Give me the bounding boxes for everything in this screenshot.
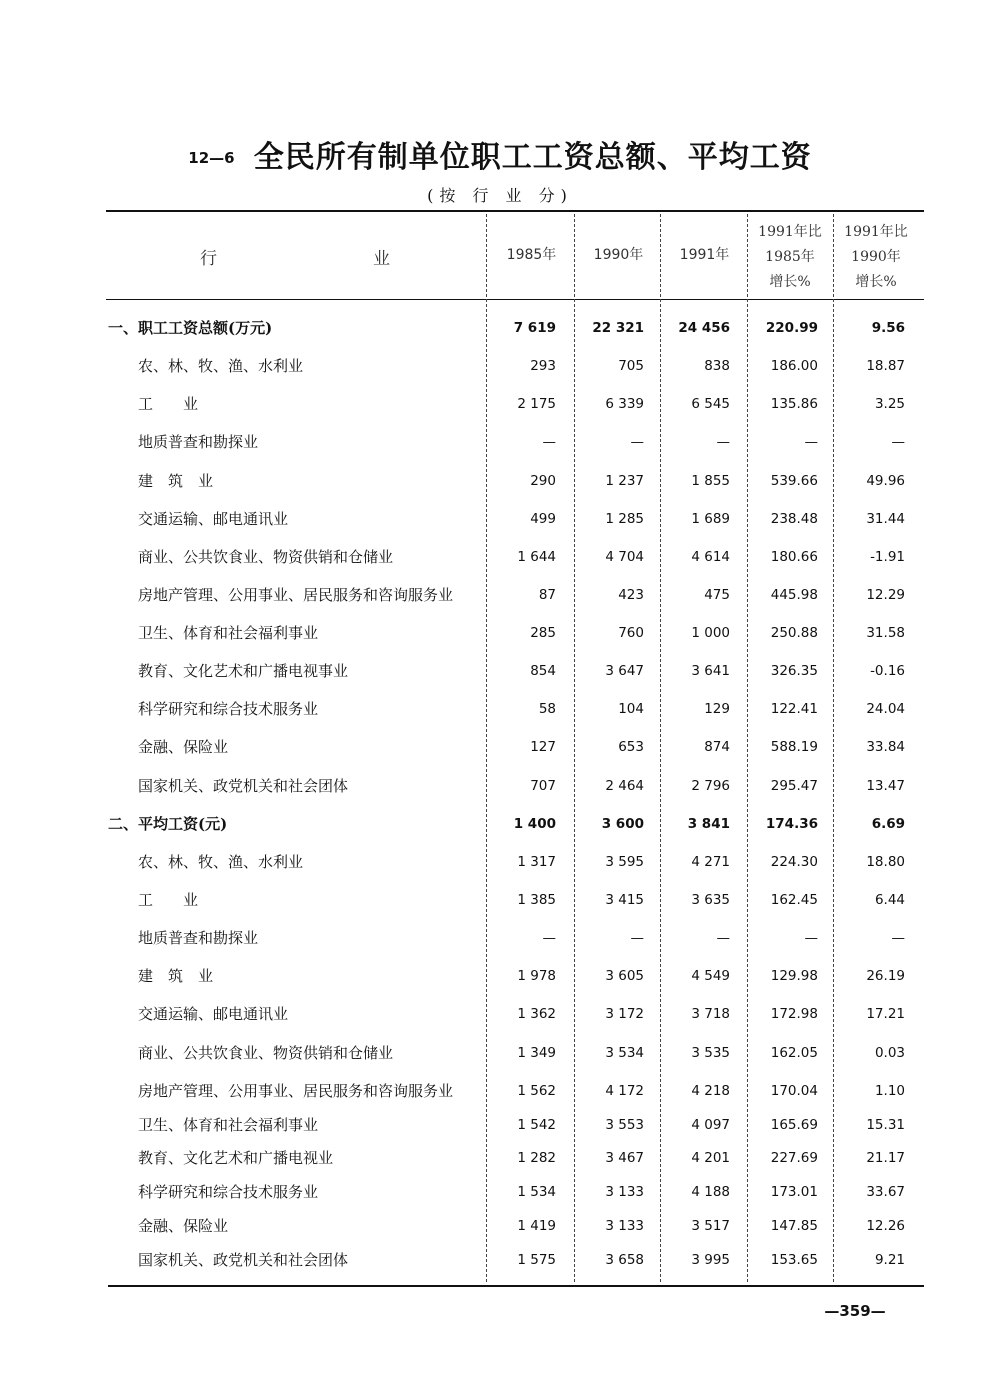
row-label: 教育、文化艺术和广播电视事业: [138, 662, 349, 680]
table-row: [0, 771, 1000, 801]
row-value: 238.48: [770, 511, 818, 527]
row-value: 18.80: [866, 854, 905, 870]
row-value: 6.69: [871, 816, 905, 832]
row-label: 金融、保险业: [138, 1217, 229, 1235]
row-label: 建 筑 业: [138, 472, 214, 490]
row-label: 地质普查和勘探业: [138, 433, 259, 451]
row-value: 3 595: [605, 854, 644, 870]
row-value: 172.98: [770, 1006, 818, 1022]
row-value: 4 218: [691, 1083, 730, 1099]
row-value: 1 349: [517, 1045, 556, 1061]
row-value: 1 644: [517, 549, 556, 565]
row-label: 卫生、体育和社会福利事业: [138, 1116, 319, 1134]
row-value: 9.21: [874, 1252, 905, 1268]
row-label: 商业、公共饮食业、物资供销和仓储业: [138, 548, 394, 566]
row-value: 1 362: [517, 1006, 556, 1022]
row-value: —: [542, 434, 556, 450]
row-label: 房地产管理、公用事业、居民服务和咨询服务业: [138, 1082, 454, 1100]
row-label: 房地产管理、公用事业、居民服务和咨询服务业: [138, 586, 454, 604]
row-value: 838: [704, 358, 730, 374]
page-number: —359—: [824, 1302, 886, 1320]
header-growth-1985-line1: 1991年比: [758, 224, 822, 240]
row-value: 31.44: [866, 511, 905, 527]
table-row: [0, 1110, 1000, 1140]
row-value: 26.19: [866, 968, 905, 984]
row-value: 58: [538, 701, 556, 717]
table-number: 12—6: [188, 149, 235, 167]
row-value: 2 464: [605, 778, 644, 794]
row-value: 4 172: [605, 1083, 644, 1099]
table-row: [0, 923, 1000, 953]
header-growth-vs-1990: [836, 220, 916, 295]
table-top-rule: [106, 210, 924, 212]
row-value: 3 517: [691, 1218, 730, 1234]
table-row: [0, 1177, 1000, 1207]
row-value: 3 658: [605, 1252, 644, 1268]
header-industry-right: 业: [373, 249, 390, 269]
row-value: 760: [618, 625, 644, 641]
row-value: 285: [530, 625, 556, 641]
row-value: 445.98: [770, 587, 818, 603]
row-value: 180.66: [770, 549, 818, 565]
row-value: 1 978: [517, 968, 556, 984]
row-value: 12.29: [866, 587, 905, 603]
header-growth-1990-line1: 1991年比: [844, 224, 908, 240]
row-label: 地质普查和勘探业: [138, 929, 259, 947]
header-growth-1990-line3: 增长%: [855, 274, 897, 290]
header-1985: 1985年: [506, 247, 557, 263]
row-value: 186.00: [770, 358, 818, 374]
row-value: 295.47: [770, 778, 818, 794]
row-value: 165.69: [770, 1117, 818, 1133]
row-value: 1 000: [691, 625, 730, 641]
row-value: 3 995: [691, 1252, 730, 1268]
page-title: [0, 132, 1000, 176]
table-row: [0, 809, 1000, 839]
row-value: 874: [704, 739, 730, 755]
row-value: 220.99: [765, 320, 818, 336]
row-value: —: [630, 434, 644, 450]
row-value: 173.01: [770, 1184, 818, 1200]
row-value: 104: [618, 701, 644, 717]
row-label: 金融、保险业: [138, 738, 229, 756]
row-label: 卫生、体育和社会福利事业: [138, 624, 319, 642]
row-value: 3 467: [605, 1150, 644, 1166]
row-value: 129: [704, 701, 730, 717]
row-value: 4 704: [605, 549, 644, 565]
row-value: —: [804, 930, 818, 946]
row-value: 705: [618, 358, 644, 374]
row-value: 33.67: [866, 1184, 905, 1200]
row-value: 290: [530, 473, 556, 489]
row-value: 87: [538, 587, 556, 603]
header-1991: 1991年: [679, 247, 730, 263]
row-value: 1 562: [517, 1083, 556, 1099]
row-value: 293: [530, 358, 556, 374]
row-value: 1 542: [517, 1117, 556, 1133]
row-label: 交通运输、邮电通讯业: [138, 510, 289, 528]
row-label: 科学研究和综合技术服务业: [138, 1183, 319, 1201]
row-value: -0.16: [870, 663, 905, 679]
row-value: 1 419: [517, 1218, 556, 1234]
row-value: 475: [704, 587, 730, 603]
row-value: 539.66: [770, 473, 818, 489]
table-row: [0, 580, 1000, 610]
row-value: —: [891, 434, 905, 450]
row-value: 1 282: [517, 1150, 556, 1166]
table-row: [0, 1211, 1000, 1241]
table-row: [0, 427, 1000, 457]
row-value: 4 549: [691, 968, 730, 984]
header-growth-1985-line2: 1985年: [765, 249, 815, 265]
row-value: 1 855: [691, 473, 730, 489]
row-value: 3 600: [601, 816, 644, 832]
row-label: 国家机关、政党机关和社会团体: [138, 1251, 349, 1269]
row-value: 3 415: [605, 892, 644, 908]
table-row: [0, 961, 1000, 991]
row-value: 24.04: [866, 701, 905, 717]
row-value: 170.04: [770, 1083, 818, 1099]
row-label: 一、职工工资总额(万元): [108, 319, 273, 337]
row-value: 6.44: [874, 892, 905, 908]
table-title: 全民所有制单位职工工资总额、平均工资: [253, 140, 812, 175]
row-value: 12.26: [866, 1218, 905, 1234]
row-value: 15.31: [866, 1117, 905, 1133]
row-value: 4 188: [691, 1184, 730, 1200]
row-value: 22 321: [592, 320, 644, 336]
row-label: 工 业: [138, 395, 199, 413]
row-value: 7 619: [513, 320, 556, 336]
header-1990: 1990年: [593, 247, 644, 263]
row-value: 24 456: [678, 320, 730, 336]
header-growth-vs-1985: [750, 220, 830, 295]
row-value: 499: [530, 511, 556, 527]
row-label: 商业、公共饮食业、物资供销和仓储业: [138, 1044, 394, 1062]
row-value: 707: [530, 778, 556, 794]
row-value: 3 534: [605, 1045, 644, 1061]
row-value: —: [630, 930, 644, 946]
row-value: 9.56: [871, 320, 905, 336]
table-row: [0, 1038, 1000, 1068]
row-value: 4 097: [691, 1117, 730, 1133]
row-value: 49.96: [866, 473, 905, 489]
row-value: 250.88: [770, 625, 818, 641]
row-value: 1 237: [605, 473, 644, 489]
row-value: 153.65: [770, 1252, 818, 1268]
table-row: [0, 1076, 1000, 1106]
row-value: 1.10: [874, 1083, 905, 1099]
row-value: 854: [530, 663, 556, 679]
row-value: 129.98: [770, 968, 818, 984]
table-row: [0, 656, 1000, 686]
row-label: 国家机关、政党机关和社会团体: [138, 777, 349, 795]
row-label: 工 业: [138, 891, 199, 909]
row-value: 3 641: [691, 663, 730, 679]
row-value: 3 605: [605, 968, 644, 984]
table-row: [0, 885, 1000, 915]
row-label: 科学研究和综合技术服务业: [138, 700, 319, 718]
row-value: 3 841: [687, 816, 730, 832]
row-value: 6 339: [605, 396, 644, 412]
row-value: 135.86: [770, 396, 818, 412]
row-value: 122.41: [770, 701, 818, 717]
header-industry-left: 行: [200, 249, 217, 269]
row-value: 588.19: [770, 739, 818, 755]
row-value: 1 689: [691, 511, 730, 527]
row-value: —: [716, 434, 730, 450]
row-value: 1 285: [605, 511, 644, 527]
row-label: 交通运输、邮电通讯业: [138, 1005, 289, 1023]
row-value: 21.17: [866, 1150, 905, 1166]
row-value: 13.47: [866, 778, 905, 794]
table-row: [0, 618, 1000, 648]
header-growth-1990-line2: 1990年: [851, 249, 901, 265]
row-value: 1 575: [517, 1252, 556, 1268]
row-value: 1 400: [513, 816, 556, 832]
row-value: 3 133: [605, 1184, 644, 1200]
row-value: 3 553: [605, 1117, 644, 1133]
row-value: 18.87: [866, 358, 905, 374]
row-value: 17.21: [866, 1006, 905, 1022]
row-value: 2 175: [517, 396, 556, 412]
row-value: -1.91: [870, 549, 905, 565]
row-value: —: [891, 930, 905, 946]
table-row: [0, 542, 1000, 572]
row-value: 174.36: [765, 816, 818, 832]
table-row: [0, 694, 1000, 724]
table-row: [0, 732, 1000, 762]
row-value: 4 201: [691, 1150, 730, 1166]
table-row: [0, 389, 1000, 419]
row-value: 227.69: [770, 1150, 818, 1166]
row-value: 1 534: [517, 1184, 556, 1200]
row-value: 3 635: [691, 892, 730, 908]
header-bottom-rule: [106, 299, 924, 300]
row-value: 4 614: [691, 549, 730, 565]
row-value: 3 172: [605, 1006, 644, 1022]
row-value: 4 271: [691, 854, 730, 870]
table-bottom-rule: [108, 1285, 924, 1287]
row-value: 1 385: [517, 892, 556, 908]
row-value: 162.05: [770, 1045, 818, 1061]
row-label: 建 筑 业: [138, 967, 214, 985]
row-value: 423: [618, 587, 644, 603]
header-industry: [200, 244, 390, 269]
table-subtitle: (按 行 业 分): [427, 186, 573, 205]
row-value: 1 317: [517, 854, 556, 870]
row-value: 326.35: [770, 663, 818, 679]
table-row: [0, 847, 1000, 877]
row-value: —: [716, 930, 730, 946]
table-row: [0, 1245, 1000, 1275]
row-value: 0.03: [874, 1045, 905, 1061]
row-value: 3.25: [874, 396, 905, 412]
row-value: 224.30: [770, 854, 818, 870]
header-growth-1985-line3: 增长%: [769, 274, 811, 290]
row-value: 33.84: [866, 739, 905, 755]
row-label: 二、平均工资(元): [108, 815, 228, 833]
row-value: 3 718: [691, 1006, 730, 1022]
row-value: 127: [530, 739, 556, 755]
row-value: 6 545: [691, 396, 730, 412]
table-row: [0, 466, 1000, 496]
table-row: [0, 351, 1000, 381]
row-value: 653: [618, 739, 644, 755]
table-row: [0, 504, 1000, 534]
row-label: 农、林、牧、渔、水利业: [138, 357, 304, 375]
row-label: 农、林、牧、渔、水利业: [138, 853, 304, 871]
table-row: [0, 1143, 1000, 1173]
row-value: —: [804, 434, 818, 450]
row-value: 3 133: [605, 1218, 644, 1234]
row-value: 3 647: [605, 663, 644, 679]
row-value: 147.85: [770, 1218, 818, 1234]
table-row: [0, 313, 1000, 343]
table-row: [0, 999, 1000, 1029]
row-value: 162.45: [770, 892, 818, 908]
row-value: 3 535: [691, 1045, 730, 1061]
row-label: 教育、文化艺术和广播电视业: [138, 1149, 334, 1167]
row-value: —: [542, 930, 556, 946]
row-value: 31.58: [866, 625, 905, 641]
row-value: 2 796: [691, 778, 730, 794]
